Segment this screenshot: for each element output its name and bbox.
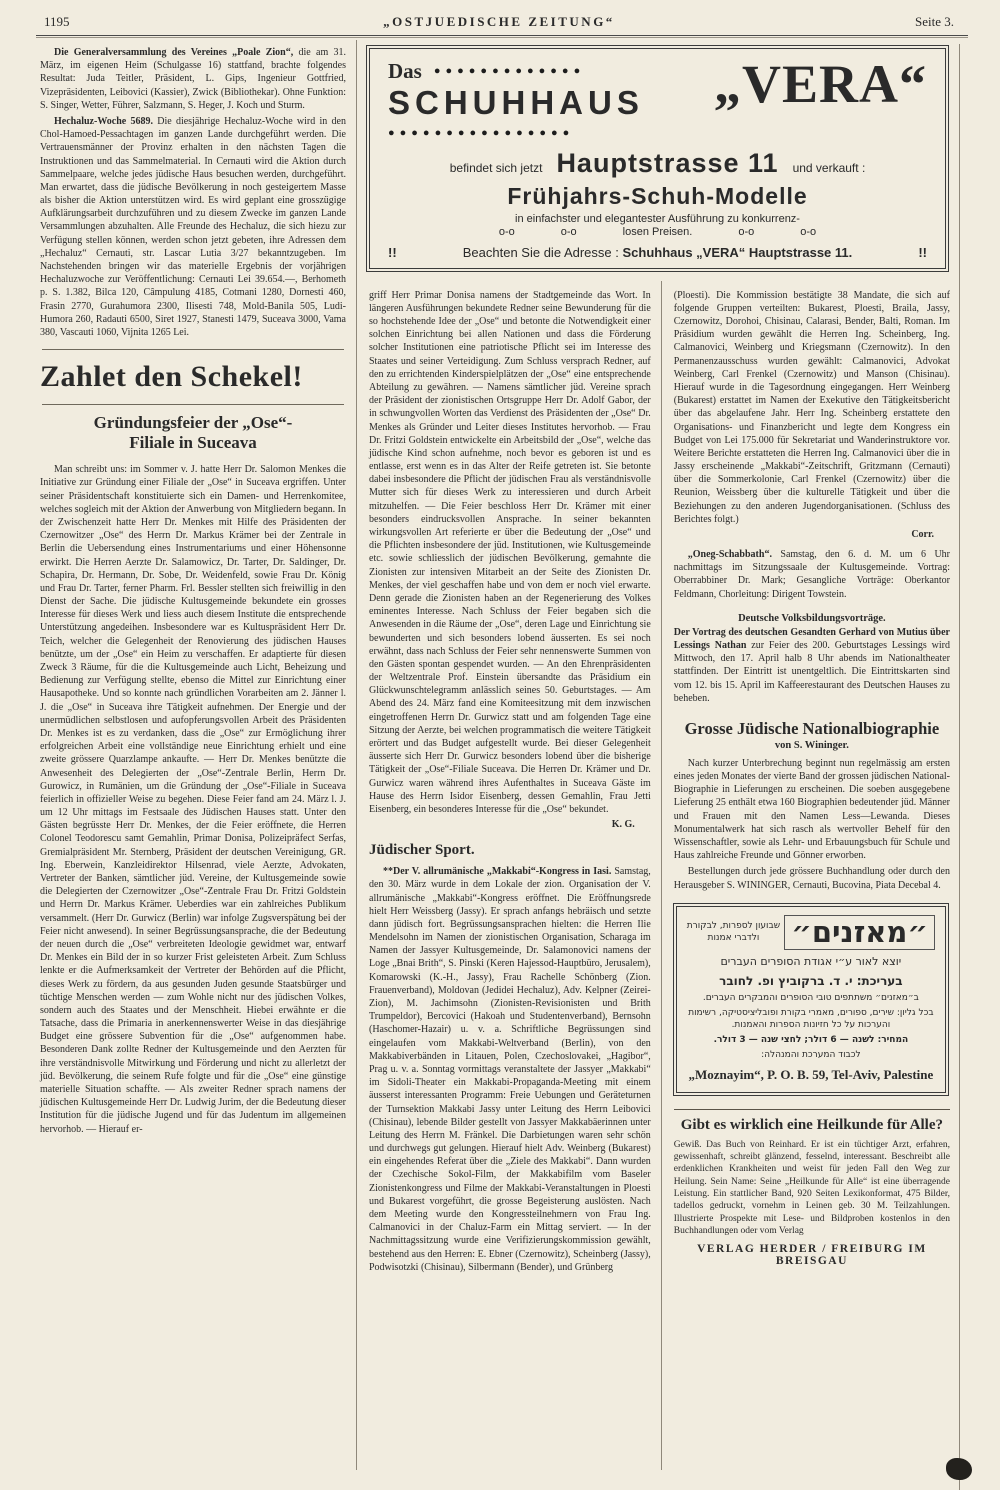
notice-oneg-schabbath	[674, 548, 950, 601]
masthead	[0, 0, 1000, 35]
vera-shoe-ad	[369, 48, 946, 269]
moznayim-title: ״מאזנים״	[784, 915, 935, 950]
vera-models-line: Frühjahrs-Schuh-Modelle	[507, 182, 808, 209]
vera-notice-row	[388, 245, 927, 260]
vera-schuhhaus-label: SCHUHHAUS	[388, 84, 644, 121]
article-ose-continuation: griff Herr Primar Donisa namens der Stadtgemeinde das Wort. In längeren Ausführungen bekundete Redner seine Bewunderung für die so hochstehende Idee der „Ose“ und betonte die Notwendigkeit einer solchen Einrichtung bei allen Nationen und dass die Förderung solcher Institutionen eine patriotische Pflicht sei im Interesse des Staates und seiner Verteidigung. Zum Schluss versprach Redner, auf den zu errichtenden Kinderspielplätzen der „Ose“ eine entsprechende Abteilung zu gewähren. — Namens sämtlicher jüd. Vereine sprach der Präsident der zionistischen Ortsgruppe Herr Dr. Adolf Gabor, der in schwungvollen Worten das Verdienst des Präsidenten der „Ose“ Dr. Menkes als Gründer und Leiter dieses Institutes hervorhob. — Frau Dr. Fritzi Goldstein entwickelte ein Arbeitsbild der „Ose“, welche das jüdische Kind schon aufnehme, noch bevor es geboren ist und es entlasse, erst wenn es in das Alter der Reife getreten ist. Sie betonte dabei insbesondere die Pflicht der jüdischen Frau als verständnisvolle Mutter sich für dieses Werk zu interessieren und durch Arbeit mitzuhelfen. — Die Feier beschloss Herr Dr. Krämer mit einer besonders eindrucksvollen Ansprache. In seiner bekannten wirkungsvollen Art referierte er über die Bedeutung der „Ose“ und die Pflichten insbesondere der jüd. Institutionen, wie Kultusgemeinde etc. sowie schliesslich der jüdischen Bevölkerung, gemahnte die Zionisten zur intensiven Mitarbeit an der Seite des Zionisten Dr. Menkes, der viel geschaffen habe und von dem er noch viel erwarte. Denn gerade die Zionisten haben an der Regenerierung des Volkes eminentes Interesse. Nach Schluss der Feier begaben sich die Anwesenden in die Räume der „Ose“, deren Lage und Einrichtung sie bewunderten und sich besonders lobend äusserten. Es sei noch erwähnt, dass nach Schluss der Feier sehr nennenswerte Summen von den Gästen spontan gespendet wurden. — An den Ehrenpräsidenten der Weltzentrale Prof. Einstein übersandte das Präsidium ein Glückwunschtelegramm anlässlich seines 50. Geburtstages. — Am Abend des 24. März fand eine Komiteesitzung mit dem inzwischen eingetroffenen Herrn Dr. Gurwicz statt und am folgenden Tage eine Sitzung der Aerzte, bei welchen programmatisch die weitere Tätigkeit erörtert und das Budget aufgestellt wurde. Bei dieser Gelegenheit äusserte sich Herr Dr. Gurwicz besonders lobend über die bisherige Tätigkeit der „Ose“-Filiale Suceava. Die Herren Dr. Krämer und Dr. Gurwicz waren während ihres Aufenthaltes in Suceava Gäste im Hause des Herrn Isidor Eisenberg, dessen Gemahlin, Frau Jetti Eisenberg, ein besonderes Interesse für die „Ose“ bekundet.	[369, 289, 651, 815]
moznayim-info-line: בכל גליון: שירים, ספורים, מאמרי בקורת ופובליציסטיקה, רשימות והערכות על כל חזיונות הספרות והאמנות.	[688, 1007, 934, 1031]
notice-street: Hauptstrasse 11.	[748, 244, 853, 260]
article-lead: Hechaluz-Woche 5689.	[54, 115, 153, 127]
section-divider	[42, 404, 344, 405]
article-makkabi-continuation: (Ploesti). Die Kommission bestätigte 38 Mandate, die sich auf folgende Gruppen verteilten: Bukarest, Ploesti, Braila, Jassy, Czernowitz, Dorohoi, Chisinau, Calarasi, Bender, Balti, Roman. Im Präsidium wurden gewählt die Herren Ing. Scheinberg, Ing. Calmanovici, Weinberg und Kriegsmann (Czernowitz). In den Permanenzausschuss wurden gewählt: Calmanovici, Advokat Weinberg, Carl Frenkel (Czernowitz) und Manson (Chisinau). Hierauf wurde in die Tagesordnung eingegangen. Herr Weinberg (Bukarest) erstattet im Namen der Exekutive den Tätigkeitsbericht über das abgelaufene Jahr. Herr Ing. Scheinberg erstattete den Organisations- und Finanzbericht und legte dem Kongress ein Budget von Lei 175.000 für Sekretariat und Wanderinstruktore vor. Weitere Berichte erstatteten die Herren Ing. Calmanovici über die in Jassy erscheinende „Makkabi“-Zeitschrift, Gritzmann (Cernauti) über die Sommerkolonie, Carl Frenkel (Czernowitz) über die Reunion, Weissberg über die kulturelle Tätigkeit und über die Beziehungen zu den anderen Jugendorganisationen. (Schluss des Berichtes folgt.)	[673, 289, 950, 525]
moznayim-header	[687, 915, 935, 950]
vera-das-row	[388, 59, 644, 84]
heilkunde-body: Gewiß. Das Buch von Reinhard. Er ist ein tüchtiger Arzt, erfahren, gewissenhaft, schreibt glänzend, fesselnd, interessant. Beschreibt alle erdenklichen Krankheiten und weist für jeden Fall den Weg zur Heilung. Sein Name: Seine „Heilkunde für Alle“ ist eine überragende Leistung. Ein stattlicher Band, 920 Seiten Lexikonformat, 475 Bilder, tadellos gedruckt, vornehm in Leinen geb. 30 M. Teilzahlungen. Illustrierte Prospekte mit Lese- und Bildproben kostenlos in den Buchhandlungen oder vom Verlag	[673, 1139, 950, 1236]
article-poale-zion	[40, 46, 346, 112]
article-signature: K. G.	[611, 819, 635, 831]
article-text: Samstag, den 30. März wurde in dem Lokale der zion. Organisation der V. allrumänische „Makkabi“-Kongress eröffnet. Die Eröffnungsrede hielt Herr Weissberg (Jassy). Er sprach anfangs hebräisch und setzte dann jüdisch fort. Begrüssungsansprachen hielten: die Herren Ilie Mendelsohn im Namen der zionistischen Organisation, Scharaga im Namen der Jassyer Kultusgemeinde, Dr. Salamonovici namens der Loge „Bnai Brith“, S. Pinski (Keren Hajessod-Hauptbüro, Jerusalem), Komarowski (K.-H., Jassy), Frau Rachelle Schönberg (Zion. Frauenverband), Moldovan (Jedidei Hechaluz), Adv. Kelpner (Zeirei-Zion), M. Jachimsohn (Zionisten-Revisionisten und Brith Trumpeldor), Bercovici (Hakoah und Studentenverband), Bernsohn (Haschomer-Hazair) u. v. a. Schriftliche Begrüssungen sind eingelaufen vom Makkabi-Weltverband (Berlin), von den Makkabiverbänden in Litauen, Polen, Czechoslovakei, „Hagibor“, Prag u. v. a. Sonntag vormittags veranstaltete der Jassyer „Makkabi“ im Sidoli-Theater ein Makkabi-Propaganda-Meeting mit einem äusserst interessanten Programm: Freie Uebungen und Geräteturnen der Turnsektion Makkabi Jassy unter Leitung des Herrn Leibovici (Chisinau), lebende Bilder gestellt von Jassyer Makkabäerinnen unter Leitung des Herrn M. Fränkel. Die Darbietungen waren sehr schön und durchwegs gut gelungen. Hierauf hielt Adv. Weinberg (Bukarest) ein eingehendes Referat über die „Ziele des Makkabi“. Dann wurden der Czechische Sokol-Film, der Makkabifilm vom Baseler Zionistenkongress und Filme der Makkabi-Veranstaltungen in Ploesti und Bukarest vorgeführt, die grosse Begeisterung auslösten. Nach dem Meeting wurde den Kongressteilnehmern von Frau Ing. Calmanovici in der Chaluz-Farm ein Mittag serviert. — In der Nachmittagssitzung wurde eine Verifizierungskommission gewählt, bestehend aus den Herren: E. Ebner (Czernowitz), Scheinberg (Jassy), Podwisotzki (Chisinau), Silbermann (Bender), und Grünberg	[369, 866, 651, 1273]
page-edge-rule	[959, 44, 960, 1490]
notice-text: Samstag, den 6. d. M. um 6 Uhr nachmittags im Sitzungssaale der Kultusgemeinde. Vortrag: Oberrabbiner Dr. Mark; Gesangliche Vorträge: Oberkantor Feldmann, Chorleitung: Dirigent Towstein.	[673, 549, 950, 600]
moznayim-subtitle-line: שבועון לספרות, לבקורת	[686, 920, 781, 931]
moznayim-subtitle-line: ולדברי אמנות	[707, 933, 760, 944]
page-label-right: Seite 3.	[915, 14, 954, 29]
dots-ornament: ●●●●●●●●●●●●●●●●	[388, 126, 575, 139]
vera-now-label: befindet sich jetzt	[449, 160, 543, 175]
moznayim-ad	[676, 906, 946, 1093]
notice-lead: „Oneg-Schabbath“.	[687, 549, 772, 561]
vera-address-row	[388, 148, 927, 179]
deco-mark: o-o	[738, 225, 755, 238]
vera-sells-label: und verkauft :	[792, 160, 866, 175]
vera-ad-left	[388, 59, 644, 141]
vera-brand-name: „VERA“	[713, 54, 927, 114]
article-lead: **Der V. allrumänische „Makkabi“-Kongress in Iasi.	[383, 866, 612, 878]
headline-juedischer-sport: Jüdischer Sport.	[369, 842, 475, 859]
moznayim-editors-line: בעריכת: י. ד. ברקוביץ ופ. לחובר	[719, 973, 903, 988]
article-hechaluz-woche	[40, 115, 346, 339]
article-text: die am 31. März, im eigenen Heim (Schulgasse 16) stattfand, brachte folgendes Resultat: Juda Teitler, Präsident, L. Gips, Ingenieur Gottfried, Vizepräsidenten, Leibovici (Kassier), Zwick (Bibliothekar). Ohne Funktion: S. Singer, Wetter, Führer, Salzmann, S. Heger, J. Koch und Sturm.	[40, 47, 346, 111]
article-signature: Corr.	[911, 529, 934, 541]
section-divider	[42, 349, 344, 350]
article-makkabi-kongress	[369, 865, 651, 1274]
moznayim-publisher-line: יוצא לאור ע״י אגודת הסופרים העברים	[720, 954, 902, 968]
headline-line: Filiale in Suceava	[129, 433, 257, 453]
vera-notice-text	[463, 245, 853, 260]
headline-zahlet-den-schekel: Zahlet den Schekel!	[40, 360, 303, 394]
column-layout	[0, 38, 1000, 1470]
moznayim-subtitle	[687, 920, 780, 945]
vera-subline: in einfachster und elegantester Ausführung zu konkurrenz-	[515, 212, 800, 225]
deco-mark: o-o	[800, 225, 817, 238]
vera-prices-label: losen Preisen.	[622, 225, 693, 238]
newspaper-title: „OSTJUEDISCHE ZEITUNG“	[383, 14, 615, 29]
vera-subline-deco	[388, 226, 927, 238]
exclamation-mark: !!	[918, 244, 927, 260]
heilkunde-publisher: VERLAG HERDER / FREIBURG IM BREISGAU	[697, 1243, 927, 1268]
deco-mark: o-o	[498, 225, 515, 238]
vera-ad-top	[388, 54, 927, 141]
notice-shop: Schuhhaus „VERA“	[622, 244, 746, 260]
headline-ose-filiale	[40, 413, 346, 453]
page-number-left: 1195	[44, 14, 70, 29]
notice-lead: Der Vortrag des deutschen Gesandten Gerhard von Mutius über Lessings Nathan	[673, 626, 950, 651]
headline-nationalbiographie: Grosse Jüdische Nationalbiographie	[684, 718, 940, 738]
moznayim-info-line: ב״מאזנים״ משתתפים טובי הסופרים והמבקרים העברים.	[702, 992, 919, 1003]
right-area	[357, 40, 952, 1470]
column-left	[38, 40, 356, 1470]
article-nationalbiographie-orders: Bestellungen durch jede grössere Buchhandlung oder durch den Herausgeber S. WININGER, Cernauti, Bucovina, Piata Decebal 4.	[673, 866, 950, 891]
column-right	[662, 281, 952, 1470]
column-middle	[357, 281, 661, 1470]
headline-line: Gründungsfeier der „Ose“-	[93, 413, 293, 433]
article-lead: Die Generalversammlung des Vereines „Poale Zion“,	[54, 47, 294, 58]
notice-volksbildung	[674, 626, 950, 705]
exclamation-mark: !!	[388, 244, 397, 260]
heilkunde-headline: Gibt es wirklich eine Heilkunde für Alle?	[680, 1116, 943, 1133]
notice-text: zur Feier des 200. Geburtstages Lessings wird Mittwoch, den 17. April halb 8 Uhr abends im Nationaltheater stattfinden. Der Eintritt ist unentgeltlich. Die Eintrittskarten sind vom 12. bis 15. April im Kaffeerestaurant des Deutschen Hauses zu beheben.	[673, 639, 950, 704]
heilkunde-ad	[674, 1109, 950, 1268]
vera-das-label: Das	[388, 59, 422, 83]
moznayim-address: „Moznayim“, P. O. B. 59, Tel-Aviv, Palestine	[688, 1066, 934, 1082]
headline-nationalbiographie-author: von S. Wininger.	[774, 739, 849, 751]
notice-label: Beachten Sie die Adresse :	[462, 244, 619, 260]
dots-ornament: ●●●●●●●●●●●●●	[433, 65, 586, 77]
vera-street: Hauptstrasse 11	[556, 147, 779, 178]
article-ose-suceava: Man schreibt uns: im Sommer v. J. hatte Herr Dr. Salomon Menkes die Initiative zur Gründung einer Filiale der „Ose“ in Suceava ergriffen. Unter seiner Präsidentschaft konstituierte sich ein Damen- und Herrenkomitee, welches sogleich mit der Aktion der Anwerbung von Mitgliedern begann. In der Zwischenzeit hatte Herr Dr. Menkes mit Hilfe des Präsidenten der Czernowitzer „Ose“ des Herrn Dr. Markus Krämer bei der Zentrale in Berlin die Uebersendung eines Instrumentariums und einer Höhensonne erwirkt. Die Herren Aerzte Dr. Salamowicz, Dr. Tarter, Dr. Saldinger, Dr. Schapira, Dr. Hermann, Dr. Sobe, Dr. Weidenfeld, sowie Frau Dr. König und Frau Dr. Tarter, ferner Pharm. Frl. Bessler stellten sich freiwillig in den Dienst der Sache. Die jüdische Kultusgemeinde bekundete ein grosses Interesse für dieses Werk und liess auch diesem Institute die entsprechende Unterstützung angedeihen. Insbesondere war es Kultuspräsident Herr Dr. Teich, welcher die Gelegenheit der Renovierung des jüdischen Hauses benützte, um der „Ose“ ein Heim zu verschaffen. Er adaptierte für diesen Zweck 3 Räume, für die die Kultusgemeinde auch Licht, Beheizung und Bedienung zur Verfügung stellte, ebenso die Mittel zur Einrichtung einer Hausapotheke. Und so konnte nach gründlichen Vorarbeiten am 2. Jänner l. J. die „Ose“ in Suceava ihre Tätigkeit aufnehmen. Der Energie und der unermüdlichen selbstlosen und aufopferungsvollen Arbeit des Präsidenten Dr. Menkes ist es zu verdanken, dass die „Ose“ zur Ermöglichung ihrer erfolgreichen Arbeit eine vollständige neue Einrichtung erhielt und eine zweite grössere Quarzlampe ankaufte. — Herr Dr. Menkes benützte die Anwesenheit des Delegierten der „Ose“-Zentrale Berlin, Herrn Dr. Gurowicz, in Rumänien, um die Gründung der „Ose“-Filiale in Suceava feierlich in offizieller Weise zu begehen. Diese Feier fand am 24. März l. J. um 12 Uhr mittags im Festsaale des Jüdischen Hauses statt. Unter den Gästen begrüsste Herr Dr. Menkes, der die Feier eröffnete, die Herren Colonel Teodorescu samt Gemahlin, Primar Donisa, Polizeipräfect Serfas, Gremialpräsident Mr. Sternberg, Präsident der deutschen Vereinigung, GR. Ing. Eberwein, Kanzleidirektor Hilsenrad, viele Aerzte, Advokaten, Vertreter der Banken, sämtlicher jüd. Vereine, der Kultusgemeinde sowie die Delegierten der Czernowitzer „Ose“-Zentrale Frau Dr. Fritzi Goldstein und Herrn Dr. Markus Krämer. Ueberdies war ein zahlreiches Publikum versammelt. (Herr Dr. Gurwicz (Berlin) war infolge Zugsverspätung bei der Feier nicht anwesend). In seiner Begrüssungsansprache, die der Bedeutung der neuen durch die „Ose“ verbreiteten Ideologie gewidmet war, entwarf Dr. Menkes ein Bild der in so kurzer Frist geleisteten Arbeit. Zum Schluss lenkte er die Aufmerksamkeit der Vertreter der Behörden auf die Pflicht, dieses Werk zu fördern, da aus gesunden Juden gesunde Staatsbürger und tüchtige Menschen werden — zum Wohle nicht nur des jüdischen Volkes, sondern auch des Staates und der Menschheit. Hiebei erwähnte er die Tatsache, dass die Primaria in anerkennenswerter Weise in das diesjährige Budget eine grössere Subvention für die „Ose“ aufgenommen habe. Besonderen Dank zollte Redner der Kultusgemeinde und den Aerzten für ihre verständnisvolle Mitwirkung und Förderung und nicht zu allerletzt der jüd. Bevölkerung, die seinem Rufe folgte und für die „Ose“ eine günstige materielle Situation schaffte. — Als zweiter Redner sprach namens der jüdischen Kultusgemeinde Herr Dr. Ludwig Jurim, der die Bedeutung dieser Institution für die jüdische Jugend und für das Judentum im allgemeinen hervorhob. — Hierauf er-	[40, 464, 346, 1135]
moznayim-price-line: המחיר: לשנה — 6 דולר; לחצי שנה — 3 דולר.	[713, 1035, 909, 1046]
scan-artifact	[946, 1458, 972, 1480]
headline-volksbildungsvortraege: Deutsche Volksbildungsvorträge.	[738, 612, 886, 624]
article-text: Die diesjährige Hechaluz-Woche wird in den Chol-Hamoed-Pessachtagen im ganzen Lande durchgeführt werden. Die Vertrauensmänner der Provinz erhalten in den nächsten Tagen die Instruktionen und das Sammelmaterial. In Cernauti wird die Aktion durch Sammelpaare, welche jedes jüdische Haus besuchen werden, durchgeführt. Man erwartet, dass die jüdische Bevölkerung in noch gesteigertem Masse als bisher die Aktion unterstützen wird. Es wird geplant eine grosszügige Aufklärungsarbeit durchzuführen und zu diesem Zwecke im ganzen Lande Versammlungen abzuhalten. Alle Freunde des Hechaluz, die sich hiezu zur Verfügung stellen können, werden schon jetzt gebeten, ihre Adressen dem „Hechaluz“ Cernauti, str. Lascar Lutia 3/27 bekanntzugeben. Im Nachstehenden bringen wir das materielle Ergebnis der vorjährigen Hechaluzwoche zur Veröffentlichung: Cernauti Lei 39.654.—, Berhometh p. S. 1.382, Bilca 120, Câmpulung 4185, Cotmani 1280, Dornesti 460, Frasin 2770, Gurahumora 2300, Ilisesti 748, Mold-Banila 505, Ludi-Humora 260, Radauti 6500, Siret 1927, Stanesti 1479, Suceava 3000, Vama 380, Vascauti 1060, Vijnita 1265 Lei.	[40, 115, 347, 338]
moznayim-address-label: לכבוד המערכת והמנהלה:	[761, 1050, 861, 1061]
deco-mark: o-o	[560, 225, 577, 238]
article-nationalbiographie: Nach kurzer Unterbrechung beginnt nun regelmässig am ersten eines jeden Monates der vierte Band der grossen jüdischen National-Biographie in Lieferungen zu erscheinen. Die soeben ausgegebene Lieferung 25 enthält etwa 160 Biographien bedeutender jüd. Männer und Frauen mit den Namen Less—Lewanda. Dieses Monumentalwerk hat sich rasch als wertvoller Behelf für den Wissenschaftler, sowie als Lehr- und Erbauungsbuch für Schule und Haus zahlreiche Freunde und Gönner erworben.	[673, 757, 950, 862]
lower-columns	[357, 281, 952, 1470]
